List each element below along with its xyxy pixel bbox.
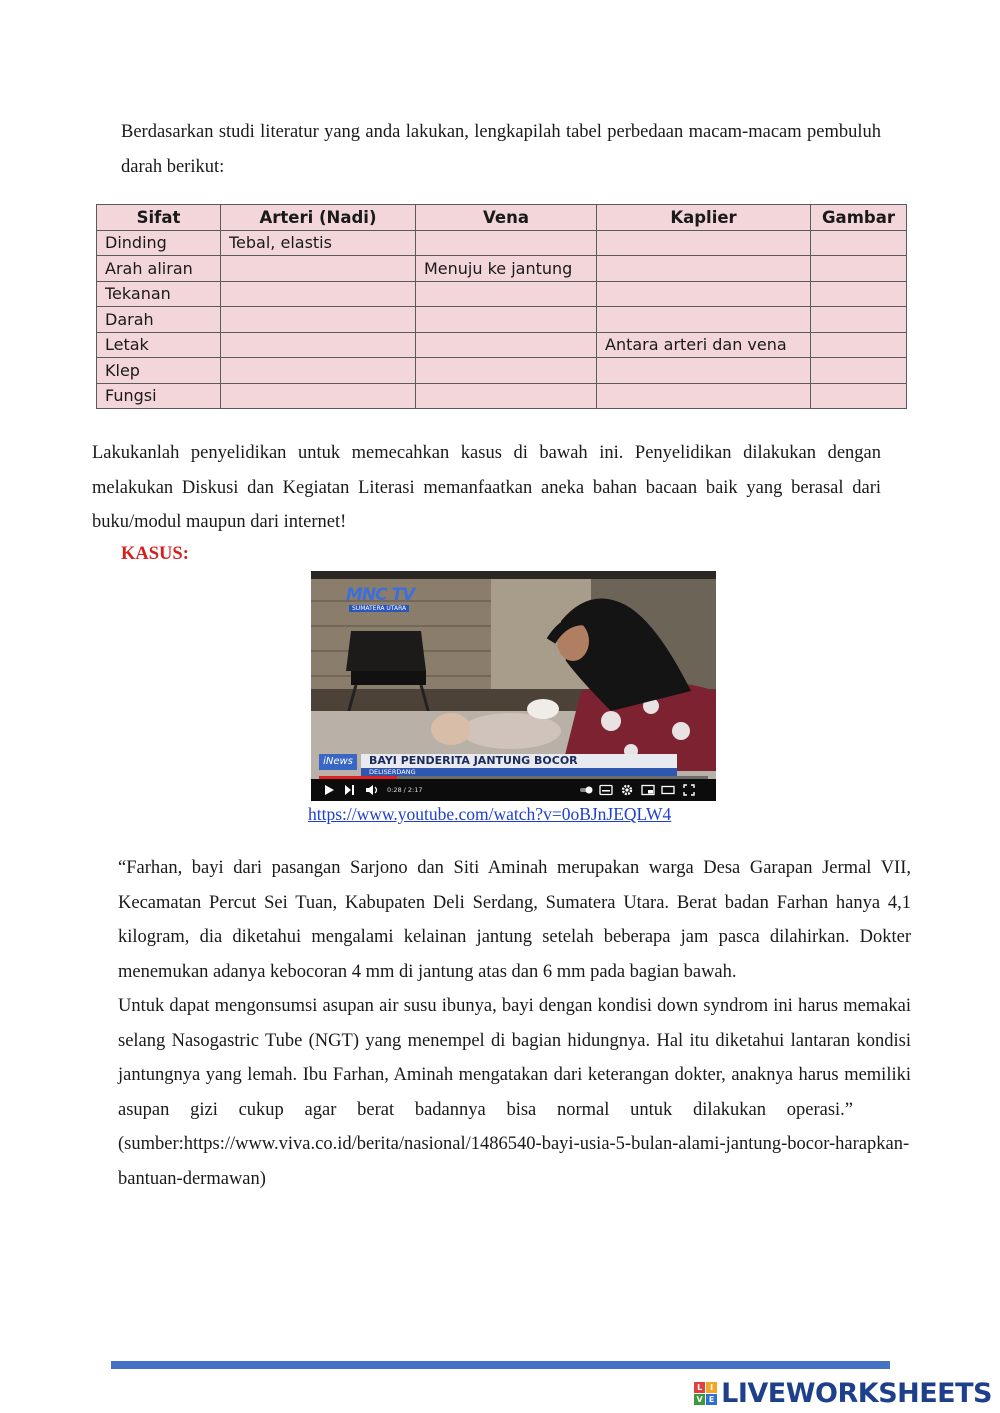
header-sifat: Sifat bbox=[97, 205, 221, 231]
row-label: Klep bbox=[97, 358, 221, 384]
cell-vena[interactable]: Menuju ke jantung bbox=[416, 256, 597, 282]
subtitles-icon[interactable] bbox=[599, 784, 613, 796]
quote-source: (sumber:https://www.viva.co.id/berita/nasional/1486540-bayi-usia-5-bulan-alami-jantung-bocor-harapkan-bantuan-dermawan) bbox=[118, 1134, 910, 1189]
cell-arteri[interactable] bbox=[221, 307, 416, 333]
footer-bar bbox=[111, 1361, 890, 1369]
volume-icon[interactable] bbox=[365, 784, 379, 796]
cell-vena[interactable] bbox=[416, 332, 597, 358]
case-quote bbox=[118, 851, 911, 1196]
kasus-label: KASUS: bbox=[121, 544, 189, 564]
cell-gambar[interactable] bbox=[811, 332, 907, 358]
cell-kaplier[interactable]: Antara arteri dan vena bbox=[597, 332, 811, 358]
play-icon[interactable] bbox=[323, 784, 335, 796]
row-label: Letak bbox=[97, 332, 221, 358]
cell-arteri[interactable] bbox=[221, 358, 416, 384]
channel-region: SUMATERA UTARA bbox=[349, 605, 409, 612]
table-row bbox=[97, 307, 907, 333]
instructions-paragraph: Lakukanlah penyelidikan untuk memecahkan kasus di bawah ini. Penyelidikan dilakukan dengan melakukan Diskusi dan Kegiatan Literasi memanfaatkan aneka bahan bacaan baik yang berasal dari buku/modul maupun dari internet! bbox=[92, 443, 881, 532]
table-header-row bbox=[97, 205, 907, 231]
row-label: Fungsi bbox=[97, 383, 221, 409]
cell-arteri[interactable] bbox=[221, 332, 416, 358]
header-gambar: Gambar bbox=[811, 205, 907, 231]
table-row bbox=[97, 230, 907, 256]
autoplay-toggle-icon[interactable] bbox=[579, 784, 593, 796]
row-label: Dinding bbox=[97, 230, 221, 256]
video-time: 0:28 / 2:17 bbox=[387, 786, 423, 794]
cell-vena[interactable] bbox=[416, 307, 597, 333]
quote-paragraph-2 bbox=[118, 989, 911, 1196]
cell-gambar[interactable] bbox=[811, 383, 907, 409]
header-kaplier: Kaplier bbox=[597, 205, 811, 231]
video-link[interactable]: https://www.youtube.com/watch?v=0oBJnJEQLW4 bbox=[308, 804, 672, 824]
cell-arteri[interactable] bbox=[221, 383, 416, 409]
video-location: DELISERDANG bbox=[361, 768, 677, 776]
row-label: Arah aliran bbox=[97, 256, 221, 282]
video-player[interactable] bbox=[311, 571, 716, 801]
miniplayer-icon[interactable] bbox=[641, 784, 655, 796]
row-label: Darah bbox=[97, 307, 221, 333]
cell-gambar[interactable] bbox=[811, 358, 907, 384]
liveworksheets-brand[interactable] bbox=[694, 1378, 992, 1409]
cell-kaplier[interactable] bbox=[597, 358, 811, 384]
cell-gambar[interactable] bbox=[811, 230, 907, 256]
table-row bbox=[97, 256, 907, 282]
fullscreen-icon[interactable] bbox=[683, 784, 695, 796]
cell-gambar[interactable] bbox=[811, 307, 907, 333]
header-vena: Vena bbox=[416, 205, 597, 231]
table-row bbox=[97, 332, 907, 358]
cell-kaplier[interactable] bbox=[597, 383, 811, 409]
cell-gambar[interactable] bbox=[811, 281, 907, 307]
theater-mode-icon[interactable] bbox=[661, 784, 675, 796]
quote-paragraph-1: “Farhan, bayi dari pasangan Sarjono dan Siti Aminah merupakan warga Desa Garapan Jermal VII, Kecamatan Percut Sei Tuan, Kabupaten Deli Serdang, Sumatera Utara. Berat badan Farhan hanya 4,1 kilogram, dia diketahui mengalami kelainan jantung setelah beberapa jam pasca dilahirkan. Dokter menemukan adanya kebocoran 4 mm di jantung atas dan 6 mm pada bagian bawah. bbox=[118, 858, 911, 982]
video-headline: BAYI PENDERITA JANTUNG BOCOR bbox=[361, 754, 677, 768]
cell-gambar[interactable] bbox=[811, 256, 907, 282]
brand-name: LIVEWORKSHEETS bbox=[721, 1378, 992, 1409]
cell-vena[interactable] bbox=[416, 230, 597, 256]
cell-vena[interactable] bbox=[416, 281, 597, 307]
header-arteri: Arteri (Nadi) bbox=[221, 205, 416, 231]
table-row bbox=[97, 358, 907, 384]
cell-arteri[interactable] bbox=[221, 256, 416, 282]
cell-kaplier[interactable] bbox=[597, 230, 811, 256]
table-row bbox=[97, 383, 907, 409]
settings-gear-icon[interactable] bbox=[621, 784, 633, 796]
cell-kaplier[interactable] bbox=[597, 307, 811, 333]
intro-paragraph: Berdasarkan studi literatur yang anda lakukan, lengkapilah tabel perbedaan macam-macam pembuluh darah berikut: bbox=[121, 122, 881, 177]
blood-vessel-table bbox=[96, 204, 907, 409]
news-tag: iNews bbox=[319, 754, 357, 770]
cell-kaplier[interactable] bbox=[597, 256, 811, 282]
quote-paragraph-2-text: Untuk dapat mengonsumsi asupan air susu ibunya, bayi dengan kondisi down syndrom ini harus memakai selang Nasogastric Tube (NGT) yang menempel di bagian hidungnya. Hal itu diketahui lantaran kondisi jantungnya yang lemah. Ibu Farhan, Aminah mengatakan dari keterangan dokter, anaknya harus memiliki asupan gizi cukup agar berat badannya bisa normal untuk dilakukan operasi.” bbox=[118, 996, 911, 1120]
channel-logo: MNC TV bbox=[346, 585, 415, 605]
cell-vena[interactable] bbox=[416, 358, 597, 384]
table-row bbox=[97, 281, 907, 307]
row-label: Tekanan bbox=[97, 281, 221, 307]
cell-arteri[interactable]: Tebal, elastis bbox=[221, 230, 416, 256]
liveworksheets-logo-icon: L I V E bbox=[694, 1382, 717, 1405]
cell-kaplier[interactable] bbox=[597, 281, 811, 307]
next-icon[interactable] bbox=[343, 784, 355, 796]
cell-arteri[interactable] bbox=[221, 281, 416, 307]
cell-vena[interactable] bbox=[416, 383, 597, 409]
